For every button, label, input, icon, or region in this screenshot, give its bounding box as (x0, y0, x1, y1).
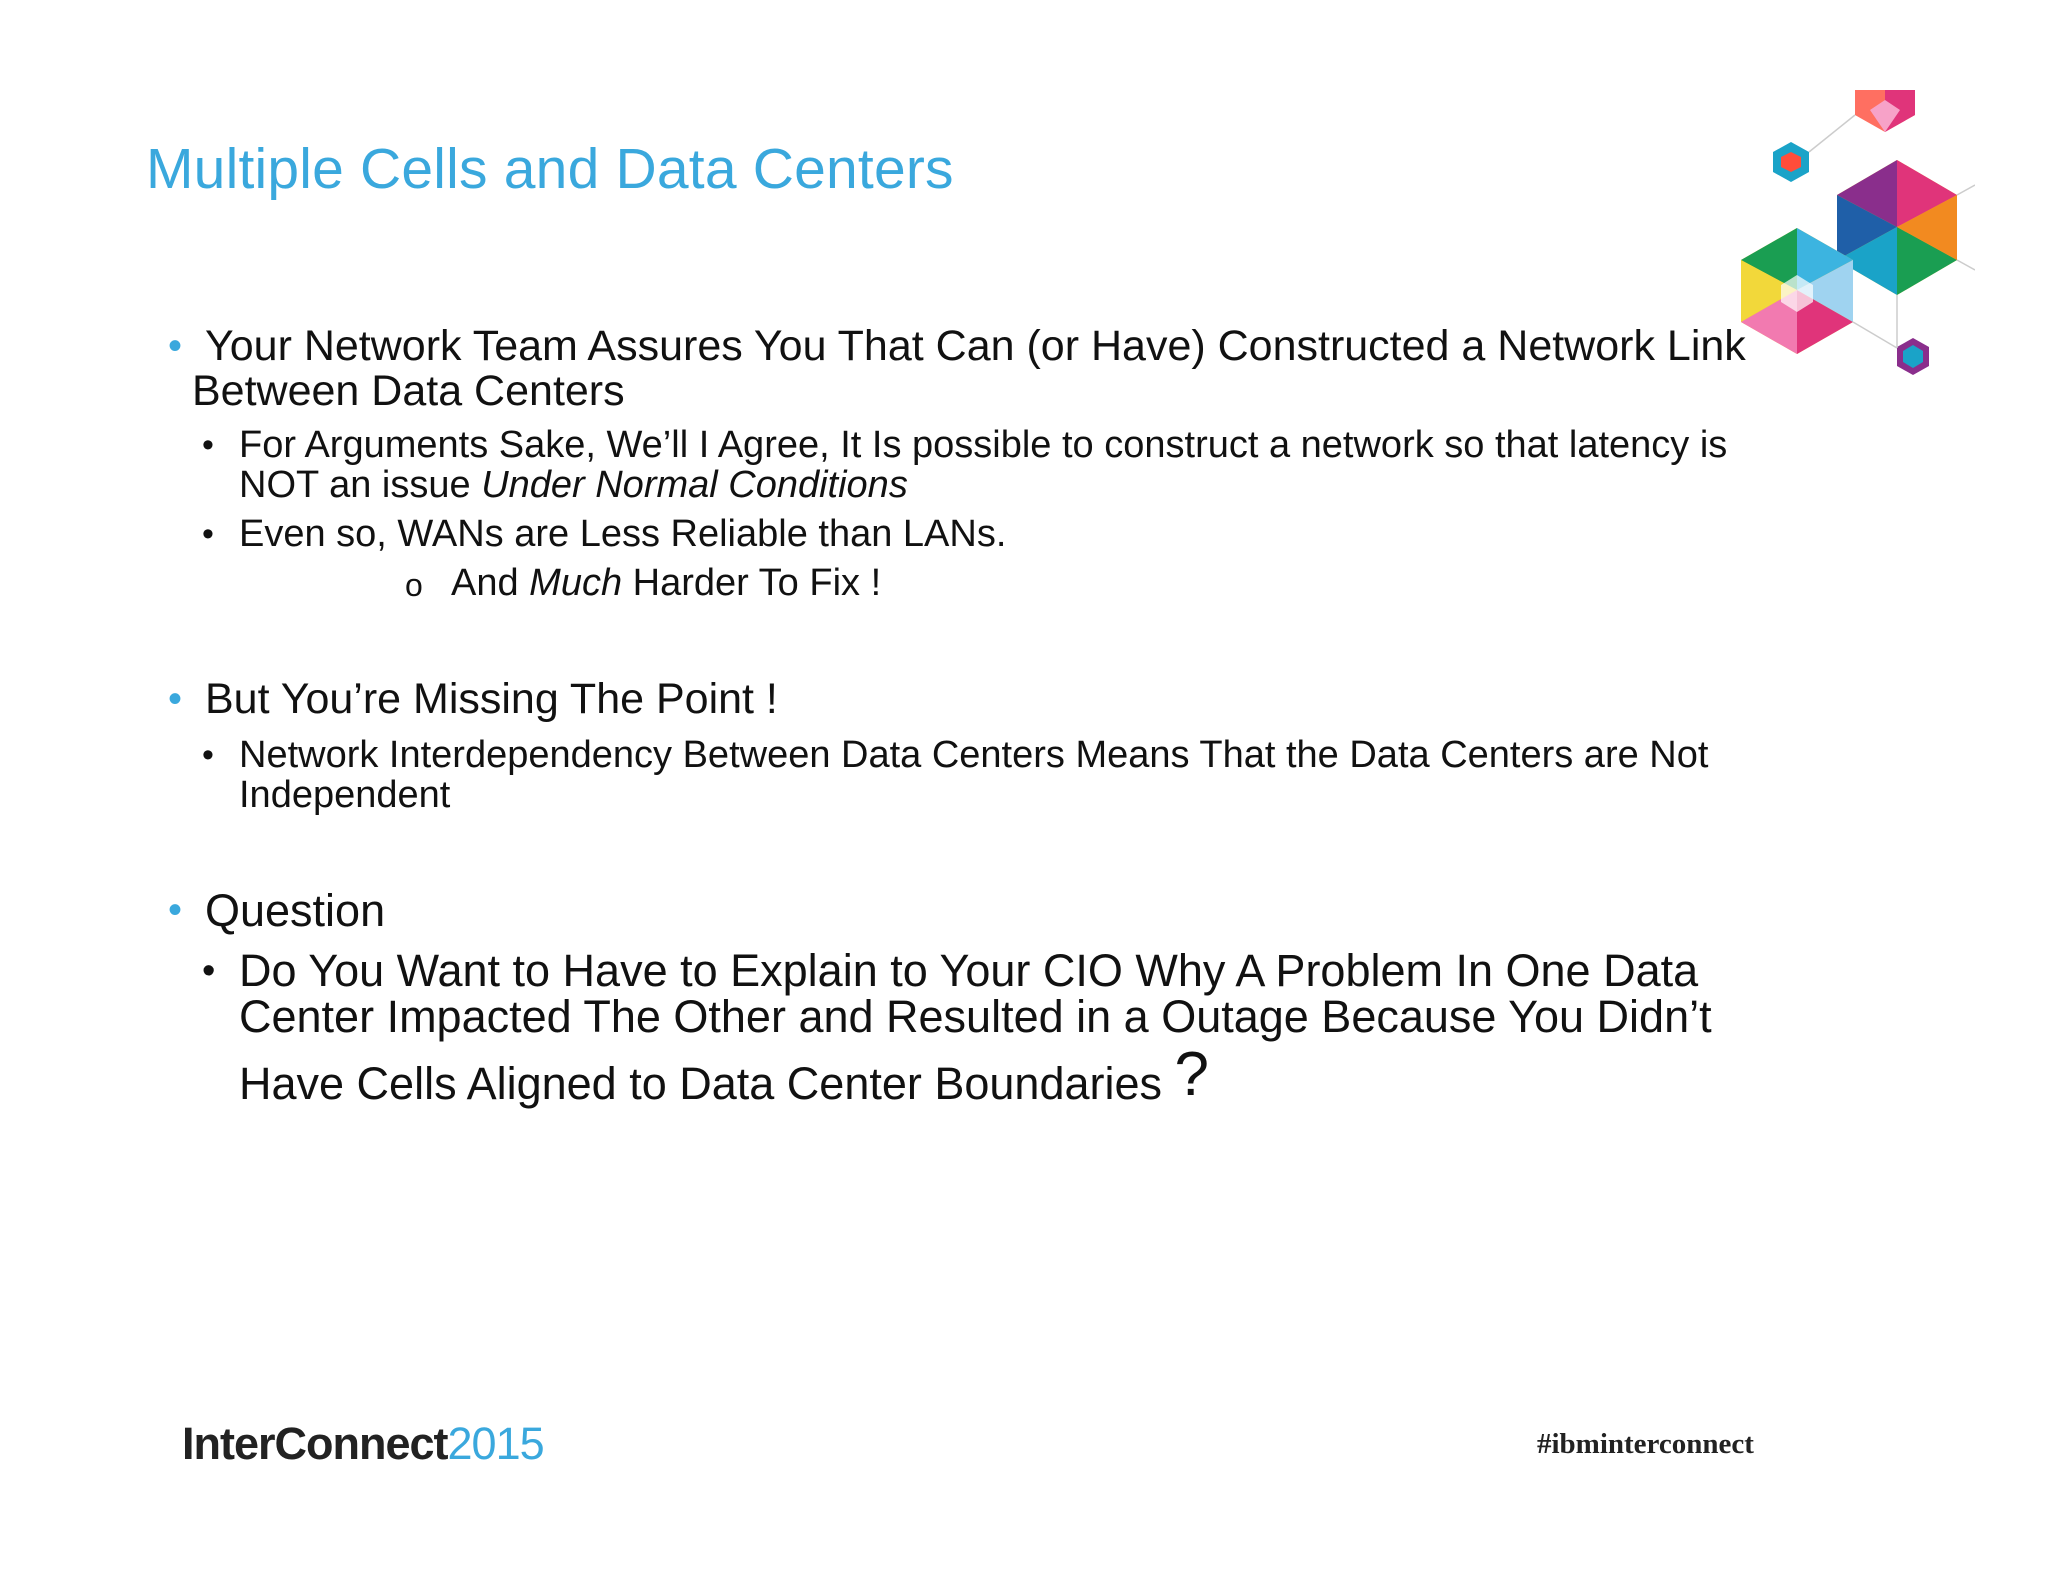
line-prefix: NOT an issue (239, 464, 482, 506)
brand-year: 2015 (447, 1418, 544, 1469)
sub-bullet-marker: • (202, 950, 216, 992)
subsub-prefix: And (451, 562, 530, 604)
subsub-suffix: Harder To Fix ! (622, 562, 882, 604)
emphasis-text: Under Normal Conditions (481, 464, 908, 506)
hexagon-small-bottom-right (1897, 338, 1929, 375)
bullet-2-sub-1-line-2: Independent (239, 774, 451, 816)
emphasis-text: Much (529, 562, 623, 604)
bullet-3-sub-1-line-1: Do You Want to Have to Explain to Your CIO Why A Problem In One Data (239, 945, 1699, 996)
bullet-2-line-1: But You’re Missing The Point ! (205, 675, 778, 723)
bullet-1-sub-2-line-1: Even so, WANs are Less Reliable than LANs. (239, 513, 1007, 555)
sub-bullet-marker: • (202, 426, 214, 464)
hexagon-small-top-left (1773, 142, 1809, 182)
bullet-3-sub-1-line-3 (239, 1040, 1899, 1109)
bullet-1-line-2: Between Data Centers (192, 367, 625, 415)
bullet-marker: • (168, 888, 183, 932)
hashtag: #ibminterconnect (1537, 1428, 1754, 1460)
hexagon-top-right (1855, 90, 1915, 132)
hexagon-lower-left (1741, 228, 1853, 354)
hexagon-cluster-graphic (1735, 90, 1975, 390)
bullet-1-line-1: Your Network Team Assures You That Can (or Have) Constructed a Network Link (205, 322, 1746, 370)
hexagon-middle (1837, 160, 1957, 295)
question-mark: ? (1174, 1040, 1210, 1109)
bullet-3-line-1: Question (205, 885, 386, 936)
bullet-1-sub-1-line-1: For Arguments Sake, We’ll I Agree, It Is possible to construct a network so that latency is (239, 424, 1728, 466)
bullet-3-sub-1-line-2: Center Impacted The Other and Resulted in a Outage Because You Didn’t (239, 991, 1712, 1042)
line-3-text: Have Cells Aligned to Data Center Boundaries (239, 1058, 1163, 1109)
bullet-marker: • (168, 677, 183, 721)
sub-bullet-marker: • (202, 515, 214, 553)
bullet-1-sub-1-line-2 (239, 465, 1899, 505)
circle-marker: o (405, 567, 423, 603)
interconnect-logo (182, 1418, 544, 1470)
sub-bullet-marker: • (202, 736, 214, 774)
slide-title: Multiple Cells and Data Centers (146, 137, 954, 201)
bullet-2-sub-1-line-1: Network Interdependency Between Data Centers Means That the Data Centers are Not (239, 734, 1709, 776)
bullet-marker: • (168, 324, 183, 368)
brand-name: InterConnect (182, 1418, 448, 1469)
subsub-text (451, 563, 881, 603)
